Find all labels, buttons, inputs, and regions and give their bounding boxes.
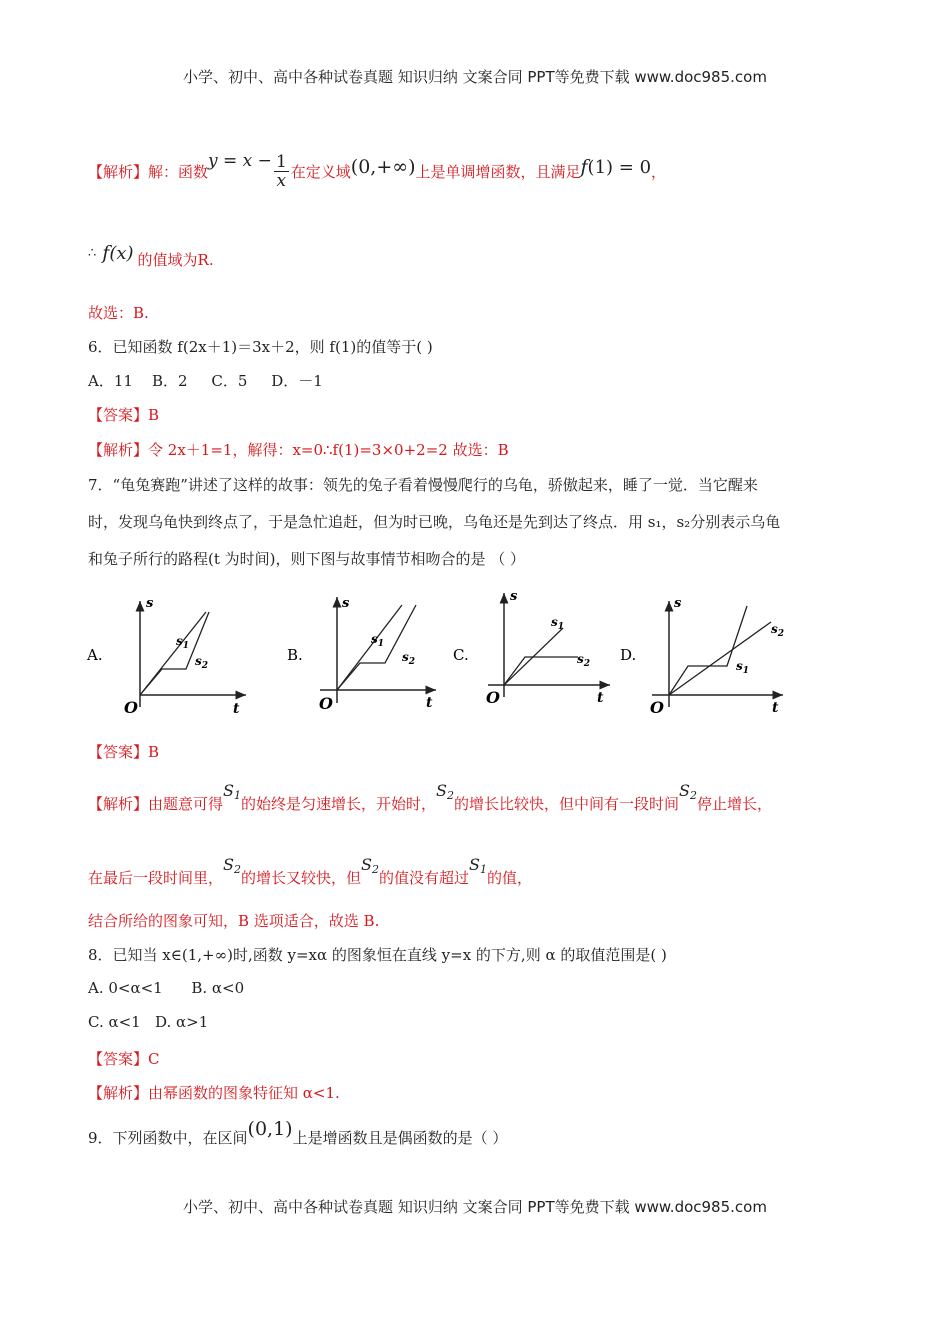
analysis-tag: 【解析】 — [88, 441, 149, 459]
graph-b-s-label: s — [342, 596, 350, 611]
s1-symbol: S1 — [223, 781, 241, 802]
fraction-numerator: 1 — [275, 151, 287, 172]
graph-d-s2-line — [669, 622, 771, 695]
q7-stem-line3: 和兔子所行的路程(t 为时间)，则下图与故事情节相吻合的是 （ ） — [88, 550, 526, 568]
page-footer: 小学、初中、高中各种试卷真题 知识归纳 文案合同 PPT等免费下载 www.doc985.com — [183, 1198, 767, 1216]
fraction-denominator: x — [276, 170, 287, 191]
graph-a-label: A. — [87, 646, 103, 664]
q8-stem: 8．已知当 x∈(1,+∞)时,函数 y=xα 的图象恒在直线 y=x 的下方,则 α 的取值范围是( ) — [88, 946, 667, 964]
graph-a-s-label: s — [146, 596, 154, 611]
q8-analysis — [88, 1082, 340, 1103]
q7-analysis-line1 — [88, 774, 772, 814]
graph-d-label: D. — [620, 646, 637, 664]
page-header: 小学、初中、高中各种试卷真题 知识归纳 文案合同 PPT等免费下载 www.doc985.com — [183, 68, 767, 86]
analysis-text-7: 的值没有超过 — [378, 869, 469, 887]
q7-answer — [88, 741, 159, 762]
answer-tag: 【答案】 — [88, 406, 149, 424]
graph-c-label: C. — [453, 646, 469, 664]
graph-a-t-label: t — [233, 701, 240, 717]
graph-b-s2-line — [337, 605, 416, 690]
therefore-symbol: ∴ — [88, 245, 97, 261]
graph-d-s2-label: $s_2$ — [771, 622, 785, 639]
graph-c — [453, 589, 610, 707]
q8-answer — [88, 1048, 160, 1069]
graph-a — [86, 596, 246, 717]
graph-b-origin: O — [319, 694, 333, 713]
analysis-text-5: 在最后一段时间里， — [88, 869, 224, 887]
q9-interval: (0,1) — [247, 1118, 293, 1140]
analysis-tag: 【解析】 — [88, 1084, 149, 1102]
comma: ， — [651, 162, 667, 181]
graph-d-origin: O — [650, 698, 664, 717]
q6-options: A．11 B．2 C．5 D．－1 — [88, 372, 323, 390]
q7-stem-line2: 时，发现乌龟快到终点了，于是急忙追赶，但为时已晚，乌龟还是先到达了终点．用 s₁，s₂分别表示乌龟 — [88, 513, 781, 531]
s2-symbol: S2 — [223, 855, 241, 876]
graph-d-s-label: s — [674, 596, 682, 611]
q7-analysis-line2 — [88, 848, 532, 888]
formula-y: y = x − — [208, 151, 272, 171]
range-text: 的值域为R. — [137, 250, 214, 269]
fx-symbol: f — [102, 242, 110, 264]
q5-choice: 故选：B. — [88, 304, 149, 322]
graph-b-label: B. — [287, 646, 303, 664]
analysis-text: 由幂函数的图象特征知 α<1. — [148, 1084, 340, 1102]
graph-a-origin: O — [124, 698, 138, 717]
graph-a-s1-label: $s_1$ — [176, 634, 190, 651]
q7-graphs — [80, 585, 880, 725]
q6-stem: 6．已知函数 f(2x＋1)＝3x＋2，则 f(1)的值等于( ) — [88, 338, 433, 356]
s2-symbol: S2 — [361, 855, 379, 876]
graph-b — [287, 596, 436, 713]
analysis-text-8: 的值， — [486, 869, 532, 887]
f-argument: (1) = 0 — [587, 156, 652, 178]
graph-c-s2-label: $s_2$ — [577, 652, 591, 669]
fraction — [274, 153, 289, 190]
graph-d-t-label: t — [772, 700, 779, 716]
analysis-text-1: 由题意可得 — [148, 795, 224, 813]
domain-interval: (0,+∞) — [350, 156, 416, 178]
graph-d-s1-label: $s_1$ — [736, 659, 750, 676]
answer-tag: 【答案】 — [88, 1050, 149, 1068]
analysis-text-6: 的增长又较快，但 — [240, 869, 361, 887]
graph-c-origin: O — [486, 688, 500, 707]
q7-stem-line1: 7．“龟兔赛跑”讲述了这样的故事：领先的兔子看着慢慢爬行的乌龟，骄傲起来，睡了一觉．当它醒来 — [88, 476, 758, 494]
graph-b-t-label: t — [426, 695, 433, 711]
q5-text-b: 在定义域 — [290, 162, 351, 181]
q9-text-b: 上是增函数且是偶函数的是（ ） — [292, 1129, 508, 1147]
s1-symbol: S1 — [468, 855, 487, 876]
graph-b-s2-label: $s_2$ — [402, 650, 416, 667]
q9-stem — [88, 1116, 507, 1148]
q8-options-2: C. α<1 D. α>1 — [88, 1013, 209, 1031]
q8-options-1: A. 0<α<1 B. α<0 — [88, 979, 245, 997]
graph-c-s2-line — [504, 657, 578, 685]
q9-text-a: 9．下列函数中，在区间 — [88, 1129, 248, 1147]
analysis-text-4: 停止增长， — [696, 795, 772, 813]
graph-c-t-label: t — [597, 690, 604, 706]
q6-analysis — [88, 439, 509, 460]
analysis-text-2: 的始终是匀速增长，开始时， — [241, 795, 437, 813]
graph-a-s2-label: $s_2$ — [195, 654, 209, 671]
s2-symbol: S2 — [436, 781, 454, 802]
q5-text-c: 上是单调增函数，且满足 — [415, 162, 581, 181]
analysis-tag: 【解析】 — [88, 162, 149, 181]
fx-argument: (x) — [109, 242, 134, 264]
answer-value: B — [148, 406, 160, 424]
answer-value: C — [148, 1050, 160, 1068]
f-symbol: f — [580, 156, 588, 178]
graph-b-s1-line — [337, 605, 402, 690]
answer-tag: 【答案】 — [88, 743, 149, 761]
analysis-text-3: 的增长比较快，但中间有一段时间 — [453, 795, 679, 813]
graph-b-s1-label: $s_1$ — [371, 632, 385, 649]
q5-text-a: 解：函数 — [148, 162, 209, 181]
analysis-tag: 【解析】 — [88, 795, 149, 813]
q6-answer — [88, 404, 159, 425]
answer-value: B — [148, 743, 160, 761]
graph-d-s1-line — [669, 606, 750, 695]
graph-c-s1-label: $s_1$ — [551, 615, 565, 632]
q5-analysis-line1 — [88, 146, 666, 196]
analysis-text: 令 2x＋1=1，解得：x=0∴f(1)=3×0+2=2 故选：B — [148, 441, 509, 459]
q5-analysis-line2 — [88, 238, 214, 268]
graph-c-s-label: s — [510, 589, 518, 604]
s2-symbol: S2 — [679, 781, 697, 802]
graph-d — [620, 596, 784, 717]
q7-conclusion: 结合所给的图象可知，B 选项适合，故选 B. — [88, 912, 380, 930]
